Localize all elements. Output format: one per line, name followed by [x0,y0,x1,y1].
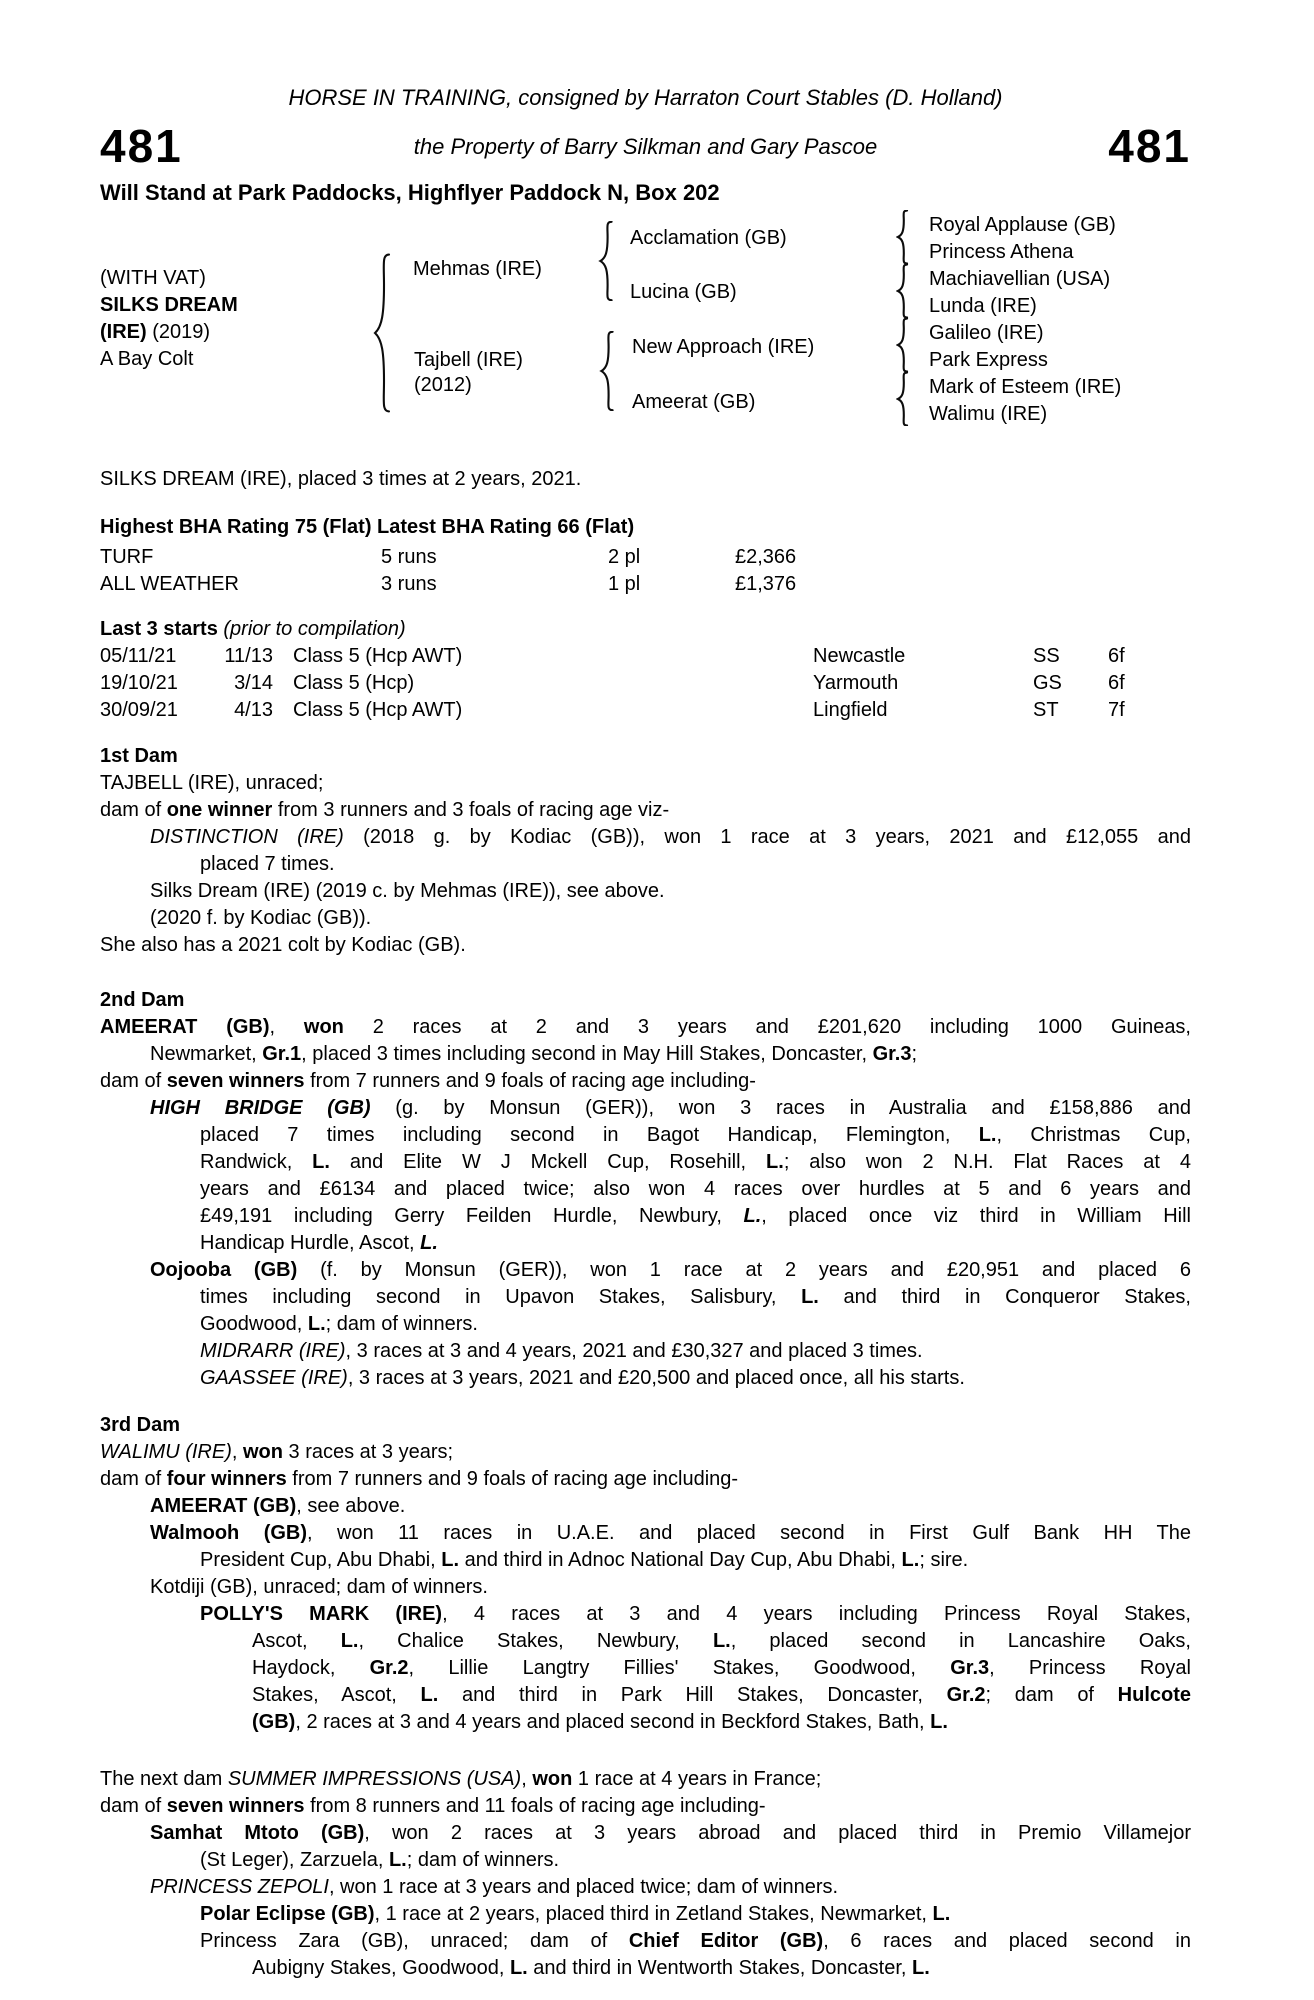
text-run: , 4 races at 3 and 4 years including Princess Royal Stakes, [442,1603,1191,1625]
text-run: ; dam of [985,1684,1118,1706]
gp-name: Galileo (IRE) [929,322,1044,344]
text-run: (f. by Monsun (GER)), won 1 race at 2 years and £20,951 and placed 6 [297,1259,1191,1281]
text-run: Haydock, [252,1657,370,1679]
property-line: the Property of Barry Silkman and Gary Pascoe [413,134,878,159]
text-run: 3rd Dam [100,1414,181,1436]
text-run: , Princess Royal [989,1657,1191,1679]
text-run: L. [307,1313,326,1335]
table-cell: 1 pl [608,573,641,595]
text-run: won [303,1016,344,1038]
paragraph [100,878,1191,905]
text-line [100,1284,1191,1311]
text-run: POLLY'S MARK (IRE) [200,1603,443,1625]
text-run: won [242,1441,283,1463]
text-run: (prior to compilation) [223,618,406,640]
consignor-line: HORSE IN TRAINING, consigned by Harraton Court Stables (D. Holland) [288,85,1003,110]
text-run: (g. by Monsun (GER)), won 3 races in Australia and £158,886 and [370,1097,1192,1119]
text-run: , [269,1016,304,1038]
paragraph [100,824,1191,878]
text-run: from 7 runners and 9 foals of racing age including- [304,1070,756,1092]
text-line [100,824,1191,851]
text-line [100,1439,1191,1466]
table-cell: 11/13 [224,645,273,667]
horse-suffix: (IRE) [100,321,147,343]
text-line [100,1766,1191,1793]
text-line [100,905,1191,932]
text-line [100,797,1191,824]
vat-note: (WITH VAT) [100,267,206,289]
text-run: The next dam [100,1768,228,1790]
dam-sire-name: New Approach (IRE) [632,336,815,358]
text-run: , placed once viz third in William Hill [761,1205,1191,1227]
table-cell: SS [1033,645,1060,667]
text-run: She also has a 2021 colt by Kodiac (GB). [100,934,466,956]
text-line [100,1068,1191,1095]
text-line [100,1014,1191,1041]
text-run: Silks Dream (IRE) (2019 c. by Mehmas (IRE)), see above. [150,880,665,902]
paragraph [100,1014,1191,1068]
text-line [100,743,1191,770]
text-run: L. [978,1124,997,1146]
paragraph [100,932,1191,959]
text-run: Gr.3 [950,1657,990,1679]
text-run: , [521,1768,533,1790]
text-run: dam of [100,1070,167,1092]
paragraph [100,1095,1191,1257]
text-run: Walmooh (GB) [150,1522,308,1544]
table-row [100,571,1191,598]
pedigree-table [100,208,1191,460]
text-line [100,1955,1191,1982]
pedigree-brace-icon [599,331,615,411]
text-line [100,1311,1191,1338]
text-run: L. [930,1711,948,1733]
table-cell: 7f [1108,699,1125,721]
table-cell: 3 runs [381,573,437,595]
stand-location-line: Will Stand at Park Paddocks, Highflyer Paddock N, Box 202 [100,180,720,205]
text-run: Newmarket, [150,1043,263,1065]
paragraph [100,1520,1191,1574]
text-line [100,1628,1191,1655]
paragraph [100,1874,1191,1901]
text-run: , placed 3 times including second in May Hill Stakes, Doncaster, [301,1043,873,1065]
text-run: AMEERAT (GB) [150,1495,297,1517]
section-heading [100,514,1191,541]
text-run: , placed second in Lancashire Oaks, [730,1630,1191,1652]
pedigree-brace-icon [372,253,392,413]
text-run: PRINCESS ZEPOLI [150,1876,329,1898]
text-run: won [532,1768,573,1790]
text-run: (2020 f. by Kodiac (GB)). [150,907,372,929]
text-line [100,1793,1191,1820]
table-cell: GS [1033,672,1062,694]
text-line [100,1466,1191,1493]
pedigree-brace-icon [896,264,909,318]
text-run: Samhat Mtoto (GB) [150,1822,365,1844]
text-run: Gr.2 [946,1684,986,1706]
table-cell: £1,376 [735,573,797,595]
paragraph [100,1257,1191,1338]
paragraph [100,1068,1191,1095]
table-cell: 30/09/21 [100,699,178,721]
text-run: Hulcote [1117,1684,1191,1706]
text-run: from 3 runners and 3 foals of racing age viz- [272,799,670,821]
text-run: WALIMU (IRE) [100,1441,232,1463]
dam-year: (2012) [414,374,472,396]
text-run: 2 races at 2 and 3 years and £201,620 including 1000 Guineas, [343,1016,1191,1038]
text-run: and third in Wentworth Stakes, Doncaster, [527,1957,913,1979]
text-run: L. [912,1957,930,1979]
horse-name: SILKS DREAM [100,294,238,316]
gp-name: Princess Athena [929,241,1074,263]
text-line [100,851,1191,878]
text-run: Handicap Hurdle, Ascot, [200,1232,421,1254]
text-run: (2018 g. by Kodiac (GB)), won 1 race at 3 years, 2021 and £12,055 and [343,826,1191,848]
text-run: Oojooba (GB) [150,1259,298,1281]
pedigree-brace-icon [896,318,909,372]
text-run: , won 1 race at 3 years and placed twice; dam of winners. [328,1876,839,1898]
text-line [100,1901,1191,1928]
horse-colour-sex: A Bay Colt [100,348,194,370]
text-run: one winner [166,799,273,821]
text-run: TAJBELL (IRE), unraced; [100,772,324,794]
text-line [100,1176,1191,1203]
text-run: DISTINCTION (IRE) [150,826,344,848]
text-line [100,1655,1191,1682]
text-run: MIDRARR (IRE) [200,1340,346,1362]
text-line [100,1412,1191,1439]
paragraph [100,797,1191,824]
paragraph [100,1365,1191,1392]
table-cell: 2 pl [608,546,641,568]
text-run: AMEERAT (GB) [100,1016,270,1038]
text-run: £49,191 including Gerry Feilden Hurdle, Newbury, [200,1205,744,1227]
table-cell: 05/11/21 [100,645,177,667]
text-run: placed 7 times. [200,853,335,875]
gp-name: Park Express [929,349,1048,371]
text-line [100,1257,1191,1284]
text-run: L. [312,1151,330,1173]
text-line [100,466,1191,493]
paragraph [100,770,1191,797]
pedigree-brace-icon [896,372,909,426]
table-cell: TURF [100,546,154,568]
text-line [100,987,1191,1014]
text-line [100,1820,1191,1847]
text-run: Gr.3 [872,1043,912,1065]
table-row [100,544,1191,571]
text-run: placed 7 times including second in Bagot Handicap, Flemington, [200,1124,979,1146]
text-run: Stakes, Ascot, [252,1684,421,1706]
section-heading [100,743,1191,770]
text-run: times including second in Upavon Stakes, Salisbury, [200,1286,802,1308]
text-run: L. [932,1903,951,1925]
sire-dam-name: Lucina (GB) [630,281,737,303]
text-line [100,1574,1191,1601]
table-cell: ALL WEATHER [100,573,239,595]
paragraph [100,466,1191,493]
text-run: L. [743,1205,762,1227]
paragraph [100,1793,1191,1820]
text-run: and third in Conqueror Stakes, [818,1286,1191,1308]
table-cell: £2,366 [735,546,797,568]
text-line [100,1493,1191,1520]
text-run: years and £6134 and placed twice; also won 4 races over hurdles at 5 and 6 years and [200,1178,1191,1200]
paragraph [100,1574,1191,1601]
lot-row [100,119,1191,173]
text-run: , won 2 races at 3 years abroad and placed third in Premio Villamejor [364,1822,1191,1844]
text-run: 1 race at 4 years in France; [572,1768,822,1790]
text-run: 2nd Dam [100,989,185,1011]
text-line [100,1709,1191,1736]
text-line [100,1601,1191,1628]
table-cell: 4/13 [234,699,273,721]
text-run: SILKS DREAM (IRE), placed 3 times at 2 years, 2021. [100,468,582,490]
gp-name: Walimu (IRE) [929,403,1048,425]
text-run: and third in Park Hill Stakes, Doncaster, [438,1684,947,1706]
table-cell: Class 5 (Hcp AWT) [293,645,463,667]
sire-sire-name: Acclamation (GB) [630,227,787,249]
text-run: ; dam of winners. [406,1849,560,1871]
text-run: L. [441,1549,460,1571]
text-run: Randwick, [200,1151,313,1173]
text-run: L. [340,1630,359,1652]
gp-name: Royal Applause (GB) [929,214,1116,236]
text-run: Kotdiji (GB), unraced; dam of winners. [150,1576,488,1598]
gp-name: Lunda (IRE) [929,295,1037,317]
text-run: , 1 race at 2 years, placed third in Zetland Stakes, Newmarket, [374,1903,933,1925]
table-row [100,697,1191,724]
paragraph [100,1766,1191,1793]
paragraph [100,1928,1191,1982]
text-run: Aubigny Stakes, Goodwood, [252,1957,510,1979]
paragraph [100,1439,1191,1466]
text-line [100,1847,1191,1874]
text-line [100,1874,1191,1901]
text-run: L. [801,1286,819,1308]
horse-suffix-year [100,320,210,344]
text-line [100,1547,1191,1574]
text-run: Princess Zara (GB), unraced; dam of [200,1930,629,1952]
text-run: L. [712,1630,731,1652]
text-line [100,1203,1191,1230]
text-run: , [231,1441,243,1463]
text-run: L. [420,1684,439,1706]
text-run: 3 races at 3 years; [282,1441,454,1463]
text-run: (St Leger), Zarzuela, [200,1849,389,1871]
text-run: L. [766,1151,784,1173]
sire-name: Mehmas (IRE) [413,258,542,280]
table-cell: Class 5 (Hcp) [293,672,415,694]
pedigree-brace-icon [598,221,614,301]
text-run: SUMMER IMPRESSIONS (USA) [227,1768,522,1790]
text-run: ; dam of winners. [325,1313,478,1335]
text-run: ; [911,1043,918,1065]
table-cell: 5 runs [381,546,437,568]
text-line [100,1365,1191,1392]
text-line [100,1230,1191,1257]
paragraph [100,1601,1191,1736]
text-run: Last 3 starts [100,618,224,640]
text-run: , Christmas Cup, [996,1124,1191,1146]
catalogue-body [100,466,1191,1982]
paragraph [100,1466,1191,1493]
text-run: GAASSEE (IRE) [200,1367,348,1389]
paragraph [100,1338,1191,1365]
text-run: seven winners [166,1070,305,1092]
text-line [100,1041,1191,1068]
text-line [100,1338,1191,1365]
text-run: dam of [100,799,167,821]
table-cell: Class 5 (Hcp AWT) [293,699,463,721]
text-line [100,1520,1191,1547]
text-run: and Elite W J Mckell Cup, Rosehill, [329,1151,767,1173]
table-cell: 3/14 [234,672,273,694]
dam-dam-name: Ameerat (GB) [632,391,756,413]
text-run: (GB) [252,1711,296,1733]
text-line [100,770,1191,797]
text-run: dam of [100,1468,167,1490]
text-run: and third in Adnoc National Day Cup, Abu Dhabi, [459,1549,902,1571]
horse-year: (2019) [152,321,211,343]
text-line [100,1149,1191,1176]
text-line [100,1928,1191,1955]
paragraph [100,1901,1191,1928]
text-line [100,878,1191,905]
table-cell: Newcastle [813,645,906,667]
text-run: L. [509,1957,528,1979]
text-line [100,932,1191,959]
paragraph [100,1493,1191,1520]
table-row [100,670,1191,697]
table-cell: Yarmouth [813,672,899,694]
text-line [100,514,1191,541]
text-run: L. [420,1232,438,1254]
text-run: Ascot, [252,1630,341,1652]
text-run: seven winners [166,1795,305,1817]
text-run: , 3 races at 3 years, 2021 and £20,500 and placed once, all his starts. [347,1367,965,1389]
text-run: ; also won 2 N.H. Flat Races at 4 [783,1151,1192,1173]
text-run: Goodwood, [200,1313,308,1335]
text-run: 1st Dam [100,745,178,767]
text-line [100,616,1191,643]
text-run: , 3 races at 3 and 4 years, 2021 and £30,327 and placed 3 times. [345,1340,923,1362]
text-run: ; sire. [919,1549,969,1571]
table-cell: ST [1033,699,1059,721]
table-cell: Lingfield [813,699,888,721]
text-run: , 2 races at 3 and 4 years and placed second in Beckford Stakes, Bath, [295,1711,931,1733]
text-run: Gr.1 [262,1043,302,1065]
text-run: President Cup, Abu Dhabi, [200,1549,442,1571]
text-run: , 6 races and placed second in [823,1930,1191,1952]
gp-name: Machiavellian (USA) [929,268,1111,290]
section-heading [100,616,1191,643]
text-run: Chief Editor (GB) [628,1930,824,1952]
table-row [100,643,1191,670]
text-run: four winners [166,1468,287,1490]
section-heading [100,1412,1191,1439]
text-run: from 7 runners and 9 foals of racing age including- [286,1468,739,1490]
section-heading [100,987,1191,1014]
text-run: dam of [100,1795,167,1817]
text-line [100,1682,1191,1709]
text-line [100,1122,1191,1149]
text-run: HIGH BRIDGE (GB) [150,1097,371,1119]
table-cell: 6f [1108,672,1125,694]
text-run: , Chalice Stakes, Newbury, [358,1630,713,1652]
text-run: , won 11 races in U.A.E. and placed second in First Gulf Bank HH The [307,1522,1192,1544]
text-run: L. [388,1849,407,1871]
text-run: , Lillie Langtry Fillies' Stakes, Goodwood, [408,1657,951,1679]
gp-name: Mark of Esteem (IRE) [929,376,1122,398]
paragraph [100,1820,1191,1874]
dam-name: Tajbell (IRE) [414,349,523,371]
text-run: Gr.2 [369,1657,409,1679]
text-run: Polar Eclipse (GB) [200,1903,375,1925]
text-line [100,1095,1191,1122]
lot-number-left: 481 [100,120,183,172]
table-cell: 6f [1108,645,1125,667]
text-run: , see above. [296,1495,406,1517]
text-run: Highest BHA Rating 75 (Flat) Latest BHA Rating 66 (Flat) [100,516,635,538]
table-cell: 19/10/21 [100,672,178,694]
text-run: from 8 runners and 11 foals of racing age including- [304,1795,766,1817]
pedigree-brace-icon [896,210,909,264]
lot-number-right: 481 [1108,120,1191,172]
text-run: L. [901,1549,920,1571]
paragraph [100,905,1191,932]
